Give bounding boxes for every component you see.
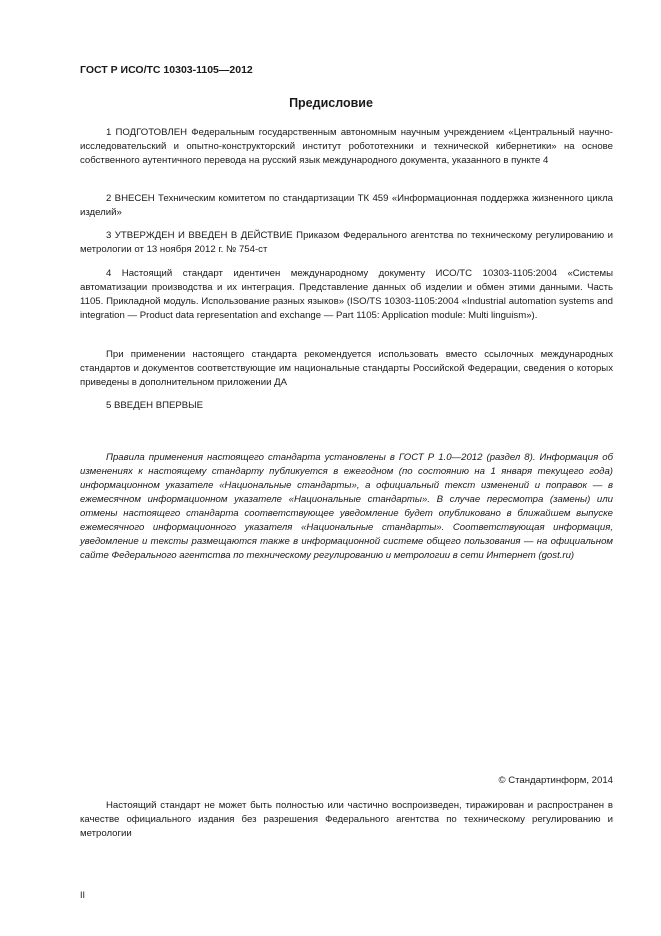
footer-notice: Настоящий стандарт не может быть полностью или частично воспроизведен, тиражирован и распространен в качестве официального издания без разрешения Федерального агентства по техническому регулированию и метрологии xyxy=(80,800,613,839)
paragraph-7-notice: Правила применения настоящего стандарта установлены в ГОСТ Р 1.0—2012 (раздел 8). Информация об изменениях к настоящему стандарту публикуется в ежегодном (по состоянию на 1 января текущего года) информационном указателе «Национальные стандарты», а официальный текст изменений и поправок — в ежемесячном информационном указателе «Национальные стандарты». В случае пересмотра (замены) или отмены настоящего стандарта соответствующее уведомление будет опубликовано в ближайшем выпуске ежемесячного информационного указателя «Национальные стандарты». Соответствующая информация, уведомление и тексты размещаются также в информационной системе общего пользования — на официальном сайте Федерального агентства по техническому регулированию и метрологии в сети Интернет (gost.ru) xyxy=(80,452,613,561)
paragraph-1: 1 ПОДГОТОВЛЕН Федеральным государственным автономным научным учреждением «Центральный научно-исследовательский и опытно-конструкторский институт робототехники и технической кибернетики» на основе собственного аутентичного перевода на русский язык международного документа, указанного в пункте 4 xyxy=(80,127,613,166)
paragraph-6: 5 ВВЕДЕН ВПЕРВЫЕ xyxy=(106,400,204,411)
paragraph-5: При применении настоящего стандарта рекомендуется использовать вместо ссылочных международных стандартов и документов соответствующие им национальные стандарты Российской Федерации, сведения о которых приведены в дополнительном приложении ДА xyxy=(80,349,613,388)
paragraph-4: 4 Настоящий стандарт идентичен международному документу ИСО/ТС 10303-1105:2004 «Системы автоматизации производства и их интеграция. Представление данных об изделии и обмен этими данными. Часть 1105. Прикладной модуль. Использование разных языков» (ISO/TS 10303-1105:2004 «Industrial automation systems and integration — Product data representation and exchange — Part 1105: Application module: Multi linguism»). xyxy=(80,268,613,321)
paragraph-2: 2 ВНЕСЕН Техническим комитетом по стандартизации ТК 459 «Информационная поддержка жизненного цикла изделий» xyxy=(80,193,613,218)
document-code: ГОСТ Р ИСО/ТС 10303-1105—2012 xyxy=(80,64,253,76)
copyright-line: © Стандартинформ, 2014 xyxy=(498,775,613,786)
paragraph-3: 3 УТВЕРЖДЕН И ВВЕДЕН В ДЕЙСТВИЕ Приказом Федерального агентства по техническому регулированию и метрологии от 13 ноября 2012 г. № 754-ст xyxy=(80,230,613,255)
page-number: II xyxy=(80,890,86,900)
page-title: Предисловие xyxy=(289,96,373,110)
